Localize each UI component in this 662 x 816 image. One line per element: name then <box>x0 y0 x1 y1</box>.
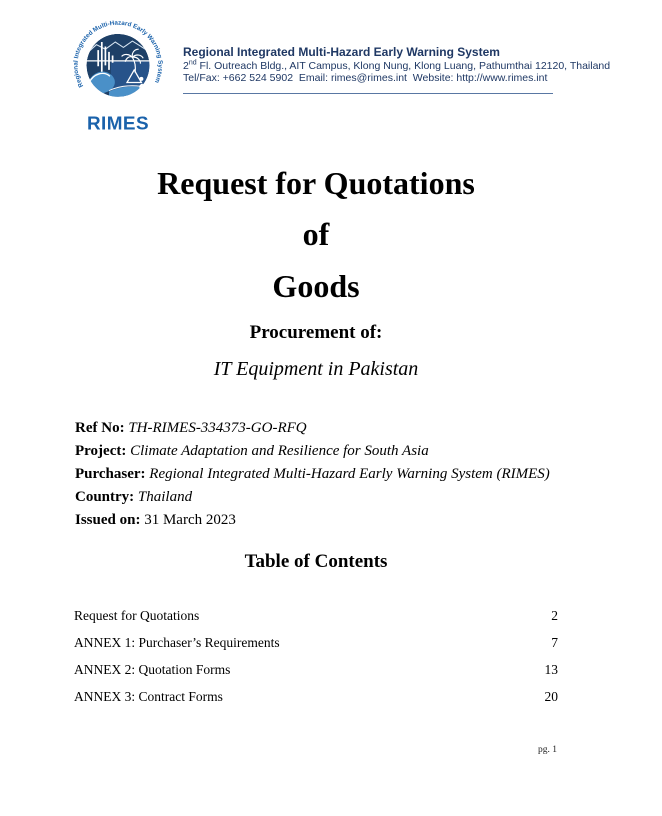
rimes-logo <box>64 14 172 133</box>
meta-value: 31 March 2023 <box>144 512 236 528</box>
toc-entry-annex3 <box>74 683 558 710</box>
toc-entry-label: Request for Quotations <box>74 608 200 623</box>
toc-heading: Table of Contents <box>244 551 388 572</box>
address-ordinal-sup: nd <box>188 59 197 67</box>
logo-acronym: RIMES <box>86 113 150 133</box>
toc-entry-label: ANNEX 1: Purchaser’s Requirements <box>74 635 280 650</box>
meta-label: Project: <box>75 443 127 459</box>
logo-ring-text: Regional Integrated Multi-Hazard Early Warning System <box>72 19 164 89</box>
table-of-contents <box>74 602 558 710</box>
toc-entry-page: 13 <box>544 662 558 677</box>
organization-name: Regional Integrated Multi-Hazard Early Warning System <box>183 45 500 59</box>
meta-label: Country: <box>75 489 135 505</box>
header-divider <box>183 93 553 94</box>
meta-value: TH-RIMES-334373-GO-RFQ <box>128 420 307 436</box>
meta-row-issued-on <box>75 509 550 532</box>
toc-entry-annex1 <box>74 629 558 656</box>
toc-entry-label: ANNEX 2: Quotation Forms <box>74 662 231 677</box>
meta-row-ref-no <box>75 417 550 440</box>
meta-row-project <box>75 440 550 463</box>
document-title-line2: of <box>302 216 330 252</box>
meta-label: Purchaser: <box>75 466 146 482</box>
org-contact-line: Tel/Fax: +662 524 5902 Email: rimes@rimes.int Website: http://www.rimes.int <box>183 72 548 84</box>
meta-label: Issued on: <box>75 512 141 528</box>
meta-row-purchaser <box>75 463 550 486</box>
address-number: 2 <box>183 60 189 72</box>
page-number: pg. 1 <box>538 745 557 755</box>
meta-row-country <box>75 486 550 509</box>
meta-value: Climate Adaptation and Resilience for South Asia <box>130 443 429 459</box>
document-title-line3: Goods <box>272 268 360 304</box>
logo-emblem <box>87 34 150 97</box>
meta-value: Thailand <box>137 489 193 505</box>
document-meta <box>75 417 550 532</box>
document-title-line1: Request for Quotations <box>157 165 475 201</box>
toc-entry-label: ANNEX 3: Contract Forms <box>74 689 223 704</box>
toc-entry-rfq <box>74 602 558 629</box>
org-address <box>183 60 610 72</box>
toc-entry-page: 2 <box>551 608 558 623</box>
address-rest: Fl. Outreach Bldg., AIT Campus, Klong Nung, Klong Luang, Pathumthai 12120, Thailand <box>196 60 611 72</box>
toc-entry-page: 20 <box>544 689 558 704</box>
procurement-label: Procurement of: <box>249 322 383 343</box>
toc-entry-page: 7 <box>551 635 558 650</box>
meta-value: Regional Integrated Multi-Hazard Early Warning System (RIMES) <box>149 466 550 482</box>
toc-entry-annex2 <box>74 656 558 683</box>
meta-label: Ref No: <box>75 420 125 436</box>
procurement-subject: IT Equipment in Pakistan <box>213 358 419 380</box>
